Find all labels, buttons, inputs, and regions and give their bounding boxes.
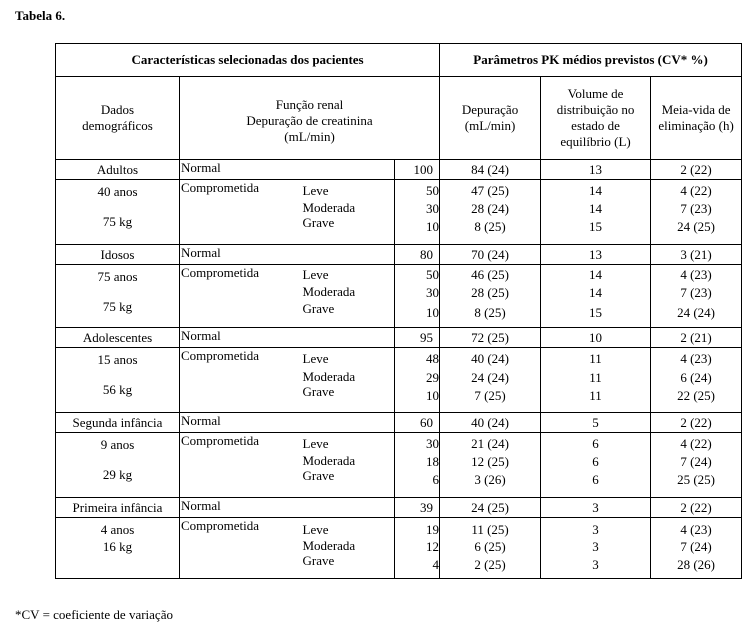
halflife-values: [651, 518, 742, 579]
header-halflife-line: Meia-vida de: [661, 102, 731, 117]
crcl-value: 4: [432, 557, 440, 572]
volume-values: [541, 348, 651, 413]
table-row-normal: [56, 160, 742, 180]
table-row-normal: [56, 328, 742, 348]
table-title: Tabela 6.: [15, 8, 66, 23]
crcl-values: [395, 348, 440, 413]
header-halflife-line: eliminação (h): [658, 118, 734, 133]
renal-level-empty: [303, 328, 395, 348]
clearance-value: 7 (25): [474, 388, 506, 403]
halflife-value: 4 (23): [680, 267, 712, 282]
header-pk-parameters: Parâmetros PK médios previstos (CV* %): [440, 44, 742, 77]
renal-normal-label: Normal: [180, 413, 303, 433]
renal-impaired-label: Comprometida: [180, 265, 303, 328]
group-name: Adolescentes: [56, 328, 180, 348]
clearance-value: 70 (24): [440, 245, 541, 265]
crcl-values: [395, 518, 440, 579]
clearance-value: 12 (25): [471, 454, 509, 469]
pk-table: [55, 43, 742, 579]
demographic-line: 40 anos: [97, 184, 138, 199]
renal-severity-levels: [303, 348, 395, 413]
halflife-value: 2 (22): [651, 160, 742, 180]
header-volume-line: Volume de: [567, 86, 624, 101]
halflife-value: 4 (23): [680, 522, 712, 537]
crcl-values: [395, 433, 440, 498]
renal-impaired-label: Comprometida: [180, 433, 303, 498]
halflife-value: 4 (22): [680, 183, 712, 198]
crcl-value: 29: [426, 370, 440, 385]
volume-value: 6: [592, 436, 599, 451]
group-name: Adultos: [56, 160, 180, 180]
renal-severity-levels: [303, 180, 395, 245]
volume-value: 3: [592, 522, 599, 537]
crcl-value: 10: [426, 305, 440, 320]
severity-level: Grave: [302, 215, 335, 230]
header-clearance: [440, 77, 541, 160]
demographic-line: 4 anos: [100, 522, 135, 537]
volume-value: 6: [592, 454, 599, 469]
volume-value: 11: [589, 370, 602, 385]
halflife-value: 4 (23): [680, 351, 712, 366]
clearance-value: 8 (25): [474, 219, 506, 234]
renal-normal-label: Normal: [180, 245, 303, 265]
header-volume: [541, 77, 651, 160]
halflife-value: 2 (22): [651, 413, 742, 433]
halflife-value: 25 (25): [677, 472, 716, 487]
severity-level: Grave: [302, 384, 335, 399]
volume-value: 15: [589, 219, 603, 234]
header-volume-line: estado de: [571, 118, 620, 133]
clearance-values: [440, 348, 541, 413]
table-row-impaired: [56, 180, 742, 245]
renal-impaired-label: Comprometida: [180, 518, 303, 579]
severity-level: Leve: [302, 436, 329, 451]
volume-value: 11: [589, 351, 602, 366]
clearance-value: 8 (25): [474, 305, 506, 320]
renal-impaired-label: Comprometida: [180, 180, 303, 245]
severity-level: Grave: [302, 468, 335, 483]
halflife-value: 24 (25): [677, 219, 716, 234]
clearance-value: 72 (25): [440, 328, 541, 348]
volume-value: 6: [592, 472, 599, 487]
demographic-line: 75 anos: [97, 269, 138, 284]
group-demographics: [56, 433, 180, 498]
severity-level: Leve: [302, 351, 329, 366]
crcl-values: [395, 180, 440, 245]
volume-values: [541, 433, 651, 498]
renal-normal-label: Normal: [180, 328, 303, 348]
crcl-value: 6: [432, 472, 440, 487]
header-demographics-line: Dados: [100, 102, 135, 117]
severity-level: Grave: [302, 301, 335, 316]
table-row-impaired: [56, 265, 742, 328]
halflife-value: 4 (22): [680, 436, 712, 451]
demographic-line: 16 kg: [102, 539, 133, 554]
header-clearance-line: (mL/min): [464, 118, 516, 133]
header-demographics-line: demográficos: [82, 118, 153, 133]
volume-value: 14: [589, 285, 603, 300]
severity-level: Moderada: [302, 538, 356, 553]
header-row-1: [56, 44, 742, 77]
clearance-values: [440, 180, 541, 245]
header-row-2: [56, 77, 742, 160]
crcl-value: 19: [426, 522, 440, 537]
renal-level-empty: [303, 498, 395, 518]
volume-value: 13: [541, 245, 651, 265]
header-clearance-line: Depuração: [461, 102, 519, 117]
renal-impaired-label: Comprometida: [180, 348, 303, 413]
crcl-value: 10: [426, 388, 440, 403]
clearance-value: 40 (24): [440, 413, 541, 433]
renal-level-empty: [303, 245, 395, 265]
demographic-line: 29 kg: [102, 467, 133, 482]
renal-normal-label: Normal: [180, 498, 303, 518]
header-renal-line: Função renal: [275, 97, 344, 112]
halflife-values: [651, 265, 742, 328]
halflife-value: 7 (24): [680, 539, 712, 554]
volume-value: 3: [592, 539, 599, 554]
severity-level: Moderada: [302, 369, 356, 384]
group-name: Idosos: [56, 245, 180, 265]
clearance-value: 40 (24): [471, 351, 509, 366]
renal-level-empty: [303, 413, 395, 433]
halflife-value: 24 (24): [677, 305, 716, 320]
demographic-line: 75 kg: [102, 214, 133, 229]
volume-value: 10: [541, 328, 651, 348]
table-row-impaired: [56, 518, 742, 579]
halflife-value: 28 (26): [677, 557, 716, 572]
table-row-impaired: [56, 348, 742, 413]
severity-level: Moderada: [302, 453, 356, 468]
renal-severity-levels: [303, 518, 395, 579]
clearance-value: 6 (25): [474, 539, 506, 554]
crcl-value: 30: [426, 436, 440, 451]
halflife-value: 6 (24): [680, 370, 712, 385]
table-row-normal: [56, 245, 742, 265]
volume-value: 3: [592, 557, 599, 572]
clearance-value: 47 (25): [471, 183, 509, 198]
clearance-value: 24 (25): [440, 498, 541, 518]
crcl-value: 30: [426, 285, 440, 300]
header-renal-function: [180, 77, 440, 160]
table-row-normal: [56, 413, 742, 433]
halflife-value: 22 (25): [677, 388, 716, 403]
volume-value: 11: [589, 388, 602, 403]
clearance-value: 84 (24): [440, 160, 541, 180]
crcl-value: 39: [395, 498, 440, 518]
severity-level: Leve: [302, 183, 329, 198]
clearance-values: [440, 433, 541, 498]
volume-value: 13: [541, 160, 651, 180]
crcl-value: 50: [426, 183, 440, 198]
halflife-value: 7 (24): [680, 454, 712, 469]
volume-values: [541, 180, 651, 245]
clearance-values: [440, 518, 541, 579]
header-volume-line: distribuição no: [556, 102, 635, 117]
crcl-value: 50: [426, 267, 440, 282]
crcl-value: 80: [395, 245, 440, 265]
crcl-value: 10: [426, 219, 440, 234]
renal-normal-label: Normal: [180, 160, 303, 180]
group-demographics: [56, 180, 180, 245]
severity-level: Leve: [302, 522, 329, 537]
volume-value: 15: [589, 305, 603, 320]
group-name: Segunda infância: [56, 413, 180, 433]
volume-value: 3: [541, 498, 651, 518]
group-demographics: [56, 348, 180, 413]
halflife-value: 3 (21): [651, 245, 742, 265]
crcl-value: 100: [395, 160, 440, 180]
demographic-line: 75 kg: [102, 299, 133, 314]
volume-value: 14: [589, 201, 603, 216]
halflife-values: [651, 180, 742, 245]
header-renal-line: (mL/min): [284, 129, 335, 144]
renal-severity-levels: [303, 265, 395, 328]
clearance-value: 28 (25): [471, 285, 509, 300]
severity-level: Moderada: [302, 284, 356, 299]
halflife-value: 2 (22): [651, 498, 742, 518]
clearance-value: 24 (24): [471, 370, 509, 385]
crcl-values: [395, 265, 440, 328]
header-volume-line: equilíbrio (L): [560, 134, 631, 149]
crcl-value: 12: [426, 539, 440, 554]
severity-level: Grave: [302, 553, 335, 568]
volume-value: 14: [589, 267, 603, 282]
volume-value: 5: [541, 413, 651, 433]
clearance-values: [440, 265, 541, 328]
crcl-value: 18: [426, 454, 440, 469]
clearance-value: 28 (24): [471, 201, 509, 216]
table-row-impaired: [56, 433, 742, 498]
volume-value: 14: [589, 183, 603, 198]
group-demographics: [56, 518, 180, 579]
group-demographics: [56, 265, 180, 328]
crcl-value: 30: [426, 201, 440, 216]
clearance-value: 3 (26): [474, 472, 506, 487]
clearance-value: 11 (25): [471, 522, 509, 537]
footnote: *CV = coeficiente de variação: [15, 607, 173, 622]
renal-level-empty: [303, 160, 395, 180]
demographic-line: 9 anos: [100, 437, 135, 452]
table-row-normal: [56, 498, 742, 518]
demographic-line: 15 anos: [97, 352, 138, 367]
clearance-value: 21 (24): [471, 436, 509, 451]
crcl-value: 95: [395, 328, 440, 348]
demographic-line: 56 kg: [102, 382, 133, 397]
header-halflife: [651, 77, 742, 160]
halflife-value: 7 (23): [680, 201, 712, 216]
clearance-value: 46 (25): [471, 267, 509, 282]
severity-level: Leve: [302, 267, 329, 282]
severity-level: Moderada: [302, 200, 356, 215]
header-demographics: [56, 77, 180, 160]
volume-values: [541, 518, 651, 579]
halflife-value: 2 (21): [651, 328, 742, 348]
halflife-values: [651, 348, 742, 413]
crcl-value: 60: [395, 413, 440, 433]
clearance-value: 2 (25): [474, 557, 506, 572]
header-patient-characteristics: Características selecionadas dos pacientes: [56, 44, 440, 77]
renal-severity-levels: [303, 433, 395, 498]
crcl-value: 48: [426, 351, 440, 366]
group-name: Primeira infância: [56, 498, 180, 518]
halflife-values: [651, 433, 742, 498]
halflife-value: 7 (23): [680, 285, 712, 300]
header-renal-line: Depuração de creatinina: [246, 113, 373, 128]
volume-values: [541, 265, 651, 328]
